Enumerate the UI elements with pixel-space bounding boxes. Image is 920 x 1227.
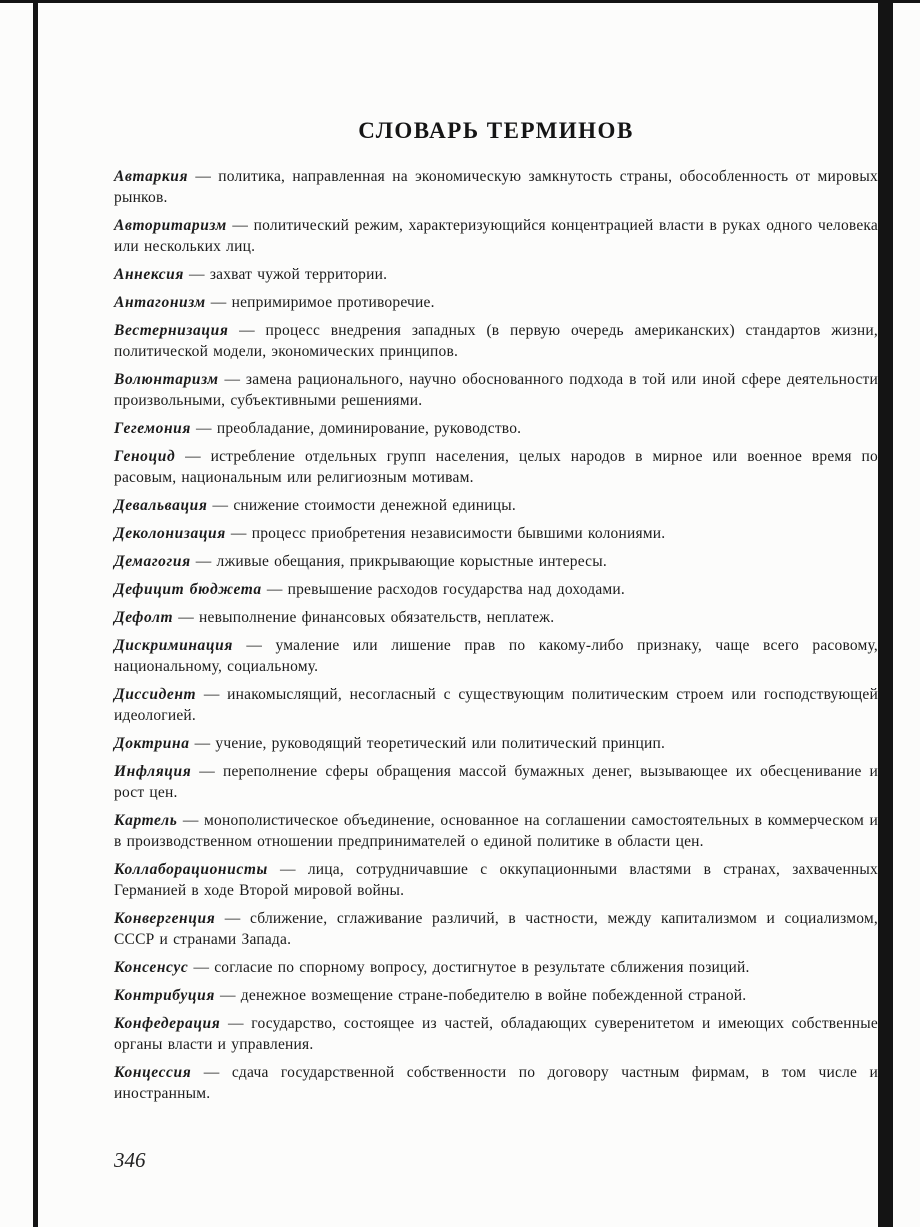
scan-edge-left <box>33 0 38 1227</box>
glossary-entry <box>114 292 878 313</box>
term: Конвергенция <box>114 910 216 927</box>
definition: — лживые обещания, прикрывающие корыстные интересы. <box>190 553 607 570</box>
glossary-entry <box>114 684 878 726</box>
definition: — снижение стоимости денежной единицы. <box>207 497 516 514</box>
term: Контрибуция <box>114 987 215 1004</box>
glossary-entry <box>114 985 878 1006</box>
glossary-entry <box>114 320 878 362</box>
term: Концессия <box>114 1064 192 1081</box>
scan-edge-top <box>0 0 920 3</box>
definition: — сдача государственной собственности по договору частным фирмам, в том числе и иностранным. <box>114 1064 878 1102</box>
glossary-entry <box>114 418 878 439</box>
definition: — денежное возмещение стране-победителю в войне побежденной страной. <box>214 987 747 1004</box>
definition: — непримиримое противоречие. <box>205 294 435 311</box>
term: Гегемония <box>114 420 191 437</box>
glossary-entry <box>114 761 878 803</box>
term: Волюнтаризм <box>114 371 219 388</box>
term: Картель <box>114 812 178 829</box>
definition: — инакомыслящий, несогласный с существующим политическим строем или господствующей идеологией. <box>114 686 878 724</box>
glossary-entry <box>114 215 878 257</box>
definition: — преобладание, доминирование, руководство. <box>190 420 522 437</box>
definition: — сближение, сглаживание различий, в частности, между капитализмом и социализмом, СССР и странами Запада. <box>114 910 878 948</box>
definition: — государство, состоящее из частей, обладающих суверенитетом и имеющих собственные органы власти и управления. <box>114 1015 878 1053</box>
definition: — переполнение сферы обращения массой бумажных денег, вызывающее их обесценивание и рост цен. <box>114 763 878 801</box>
glossary-entry <box>114 908 878 950</box>
definition: — учение, руководящий теоретический или политический принцип. <box>189 735 666 752</box>
definition: — замена рационального, научно обоснованного подхода в той или иной сфере деятельности произвольными, субъективными решениями. <box>114 371 878 409</box>
glossary-entry <box>114 1013 878 1055</box>
scan-edge-right <box>878 0 893 1227</box>
glossary-entry <box>114 551 878 572</box>
term: Диссидент <box>114 686 197 703</box>
glossary-entry <box>114 810 878 852</box>
definition: — невыполнение финансовых обязательств, неплатеж. <box>173 609 555 626</box>
glossary-page <box>114 118 878 1111</box>
definition: — процесс приобретения независимости бывшими колониями. <box>225 525 666 542</box>
term: Геноцид <box>114 448 176 465</box>
glossary-entry <box>114 495 878 516</box>
glossary-entry <box>114 607 878 628</box>
definition: — согласие по спорному вопросу, достигнутое в результате сближения позиций. <box>188 959 750 976</box>
definition: — истребление отдельных групп населения, целых народов в мирное или военное время по расовым, национальным или религиозным мотивам. <box>114 448 878 486</box>
term: Автаркия <box>114 168 189 185</box>
glossary-entry <box>114 523 878 544</box>
term: Дискриминация <box>114 637 233 654</box>
glossary-entry <box>114 1062 878 1104</box>
glossary-entry <box>114 446 878 488</box>
definition: — монополистическое объединение, основанное на соглашении самостоятельных в коммерческом и в производственном отношении предпринимателей о единой политике в области цен. <box>114 812 878 850</box>
term: Демагогия <box>114 553 191 570</box>
page-number: 346 <box>114 1148 146 1172</box>
definition: — политический режим, характеризующийся концентрацией власти в руках одного человека или нескольких лиц. <box>114 217 878 255</box>
term: Вестернизация <box>114 322 229 339</box>
term: Доктрина <box>114 735 190 752</box>
glossary-entry <box>114 733 878 754</box>
page-title: СЛОВАРЬ ТЕРМИНОВ <box>358 118 634 143</box>
glossary-entry <box>114 166 878 208</box>
term: Конфедерация <box>114 1015 221 1032</box>
definition: — захват чужой территории. <box>183 266 388 283</box>
glossary-entry <box>114 369 878 411</box>
glossary-entry <box>114 579 878 600</box>
glossary-entry <box>114 264 878 285</box>
term: Девальвация <box>114 497 208 514</box>
term: Дефолт <box>114 609 174 626</box>
definition: — процесс внедрения западных (в первую очередь американских) стандартов жизни, политической модели, экономических принципов. <box>114 322 878 360</box>
glossary-entry <box>114 635 878 677</box>
term: Аннексия <box>114 266 184 283</box>
term: Инфляция <box>114 763 192 780</box>
definition: — лица, сотрудничавшие с оккупационными властями в странах, захваченных Германией в ходе Второй мировой войны. <box>114 861 878 899</box>
glossary-entry <box>114 957 878 978</box>
term: Антагонизм <box>114 294 206 311</box>
term: Коллаборационисты <box>114 861 268 878</box>
term: Авторитаризм <box>114 217 227 234</box>
definition: — превышение расходов государства над доходами. <box>261 581 626 598</box>
glossary-entries <box>114 166 878 1104</box>
definition: — политика, направленная на экономическую замкнутость страны, обособленность от мировых рынков. <box>114 168 878 206</box>
glossary-entry <box>114 859 878 901</box>
definition: — умаление или лишение прав по какому-либо признаку, чаще всего расовому, национальному, социальному. <box>114 637 878 675</box>
term: Консенсус <box>114 959 189 976</box>
term: Деколонизация <box>114 525 226 542</box>
term: Дефицит бюджета <box>114 581 262 598</box>
